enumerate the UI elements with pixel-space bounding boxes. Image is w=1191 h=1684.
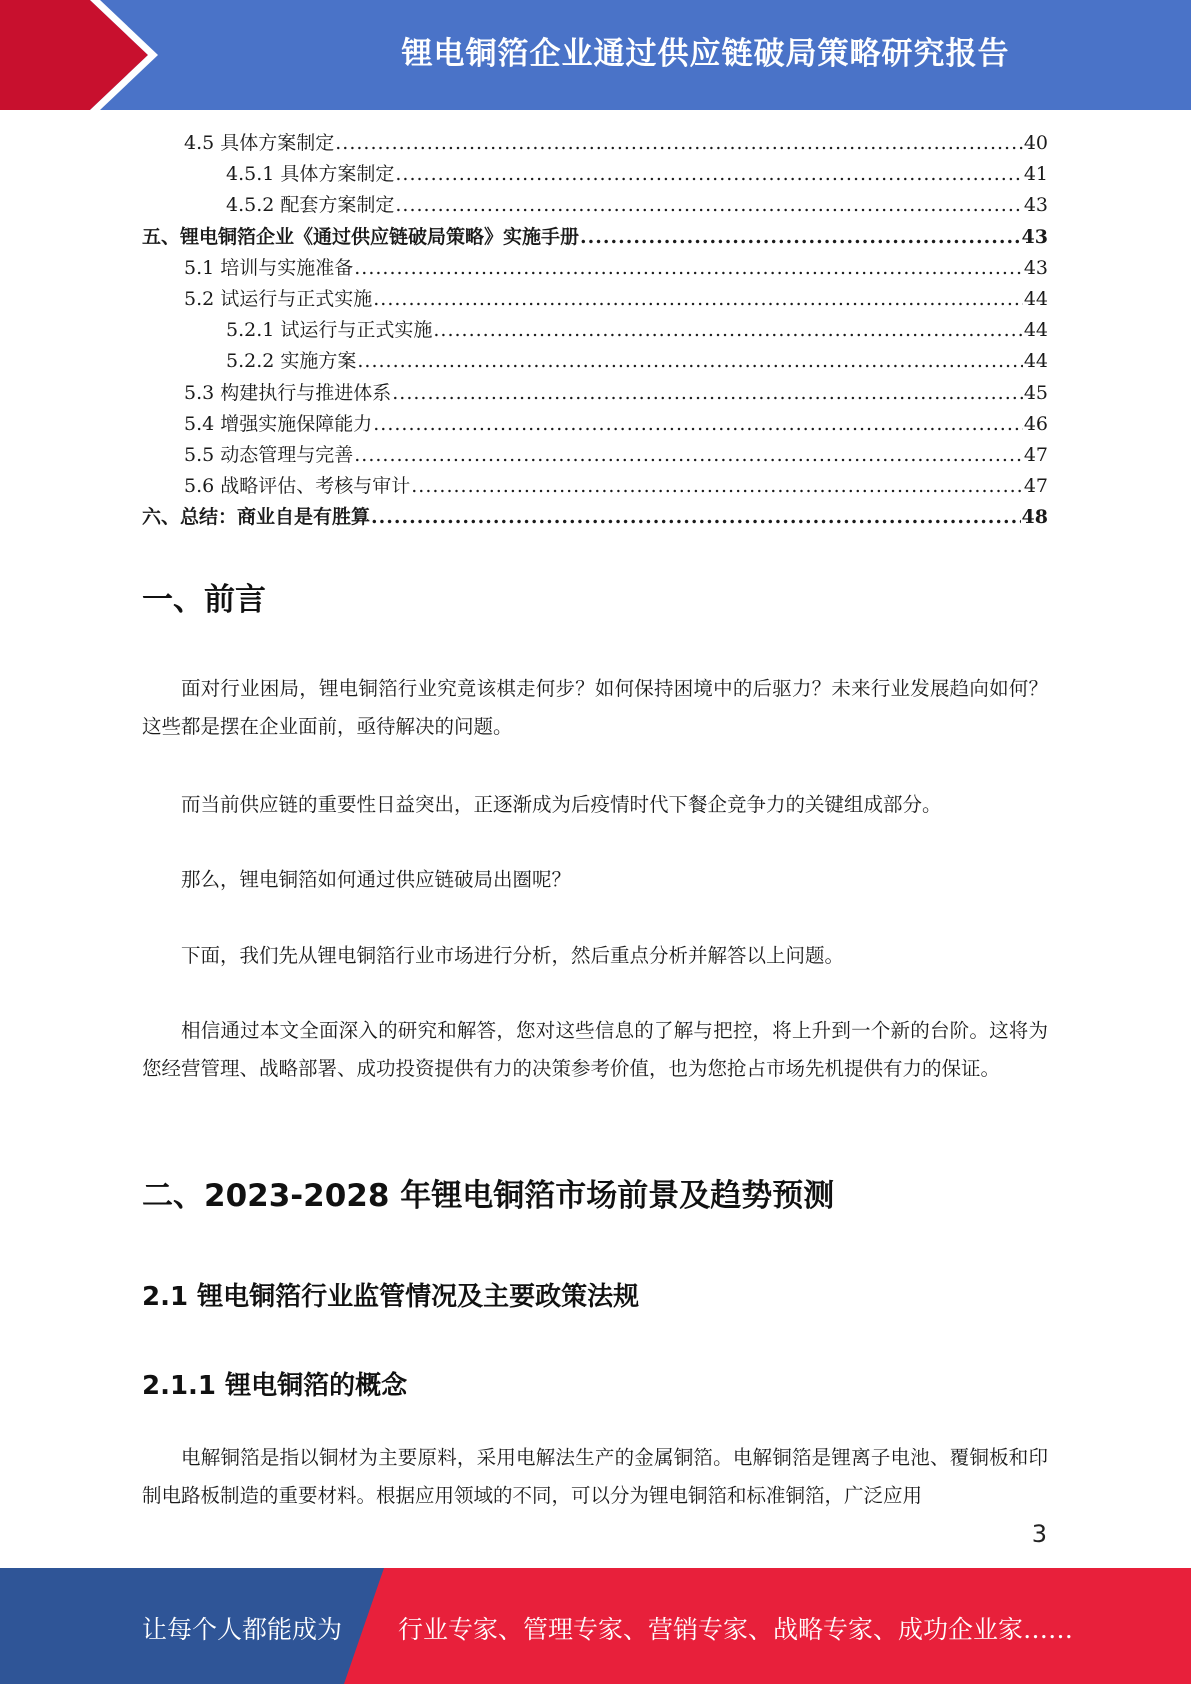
table-of-contents (142, 128, 1048, 533)
toc-entry[interactable] (142, 253, 1048, 284)
toc-entry-page: 45 (1023, 381, 1048, 404)
toc-leader-dots (354, 440, 1023, 471)
toc-entry-page: 43 (1021, 225, 1048, 248)
toc-entry-page: 40 (1023, 132, 1048, 154)
toc-entry-label: 5.2 试运行与正式实施 (184, 287, 373, 310)
footer-slogan-right: 行业专家、管理专家、营销专家、战略专家、成功企业家…… (398, 1615, 1074, 1644)
paragraph: 相信通过本文全面深入的研究和解答，您对这些信息的了解与把控，将上升到一个新的台阶。这将为您经营管理、战略部署、成功投资提供有力的决策参考价值，也为您抢占市场先机提供有力的保证。 (142, 1019, 1048, 1080)
toc-leader-dots (411, 471, 1023, 502)
toc-entry[interactable] (142, 440, 1048, 471)
toc-leader-dots (373, 284, 1023, 315)
toc-leader-dots (433, 315, 1022, 346)
toc-entry[interactable] (142, 378, 1048, 409)
toc-entry[interactable] (142, 222, 1048, 253)
toc-entry[interactable] (142, 346, 1048, 377)
toc-leader-dots (395, 159, 1022, 190)
toc-entry-page: 44 (1023, 287, 1048, 310)
toc-entry-label: 5.5 动态管理与完善 (184, 443, 354, 466)
page-number: 3 (1031, 1520, 1047, 1548)
subsection-heading-regulation: 2.1 锂电铜箔行业监管情况及主要政策法规 (142, 1282, 640, 1312)
toc-entry-label: 六、总结：商业自是有胜算 (142, 506, 371, 529)
footer-slogan-left: 让每个人都能成为 (142, 1615, 343, 1644)
paragraph: 下面，我们先从锂电铜箔行业市场进行分析，然后重点分析并解答以上问题。 (181, 944, 845, 967)
toc-entry[interactable] (142, 315, 1048, 346)
toc-entry-label: 5.4 增强实施保障能力 (184, 412, 373, 435)
toc-entry-page: 46 (1023, 412, 1048, 435)
toc-leader-dots (392, 378, 1023, 409)
toc-entry[interactable] (142, 284, 1048, 315)
page-footer (0, 1568, 1191, 1684)
section-heading-preface: 一、前言 (142, 582, 266, 618)
toc-leader-dots (373, 409, 1023, 440)
toc-entry-label: 4.5.2 配套方案制定 (226, 194, 395, 217)
toc-entry-label: 五、锂电铜箔企业《通过供应链破局策略》实施手册 (142, 225, 580, 248)
toc-entry-label: 5.3 构建执行与推进体系 (184, 381, 392, 404)
toc-entry-page: 47 (1023, 443, 1048, 466)
toc-entry-page: 48 (1021, 506, 1048, 529)
toc-entry-label: 5.6 战略评估、考核与审计 (184, 475, 411, 498)
paragraph: 电解铜箔是指以铜材为主要原料，采用电解法生产的金属铜箔。电解铜箔是锂离子电池、覆铜板和印制电路板制造的重要材料。根据应用领域的不同，可以分为锂电铜箔和标准铜箔，广泛应用 (142, 1446, 1048, 1507)
toc-entry-page: 43 (1023, 256, 1048, 279)
report-title: 锂电铜箔企业通过供应链破局策略研究报告 (401, 36, 1010, 72)
toc-leader-dots (395, 190, 1022, 221)
toc-leader-dots (580, 222, 1021, 253)
toc-entry[interactable] (142, 409, 1048, 440)
toc-leader-dots (354, 253, 1023, 284)
toc-entry[interactable] (142, 471, 1048, 502)
toc-entry[interactable] (142, 159, 1048, 190)
toc-entry-page: 41 (1023, 163, 1048, 186)
toc-leader-dots (371, 502, 1021, 533)
page-header (0, 0, 1191, 110)
toc-entry[interactable] (142, 128, 1048, 159)
toc-entry[interactable] (142, 502, 1048, 533)
subsection-heading-concept: 2.1.1 锂电铜箔的概念 (142, 1371, 408, 1401)
toc-leader-dots (335, 128, 1023, 159)
paragraph: 而当前供应链的重要性日益突出，正逐渐成为后疫情时代下餐企竞争力的关键组成部分。 (181, 793, 942, 816)
toc-entry-label: 4.5 具体方案制定 (184, 132, 335, 154)
toc-leader-dots (357, 346, 1022, 377)
toc-entry-page: 44 (1023, 319, 1048, 342)
paragraph: 面对行业困局，锂电铜箔行业究竟该棋走何步？如何保持困境中的后驱力？未来行业发展趋向如何？这些都是摆在企业面前，亟待解决的问题。 (142, 677, 1048, 738)
toc-entry-page: 47 (1023, 475, 1048, 498)
toc-entry-page: 44 (1023, 350, 1048, 373)
toc-entry[interactable] (142, 190, 1048, 221)
toc-entry-label: 5.2.1 试运行与正式实施 (226, 319, 433, 342)
section-heading-market-outlook: 二、2023-2028 年锂电铜箔市场前景及趋势预测 (142, 1178, 835, 1214)
toc-entry-page: 43 (1023, 194, 1048, 217)
paragraph: 那么，锂电铜箔如何通过供应链破局出圈呢？ (181, 868, 572, 891)
toc-entry-label: 5.1 培训与实施准备 (184, 256, 354, 279)
toc-entry-label: 5.2.2 实施方案 (226, 350, 357, 373)
toc-entry-label: 4.5.1 具体方案制定 (226, 163, 395, 186)
